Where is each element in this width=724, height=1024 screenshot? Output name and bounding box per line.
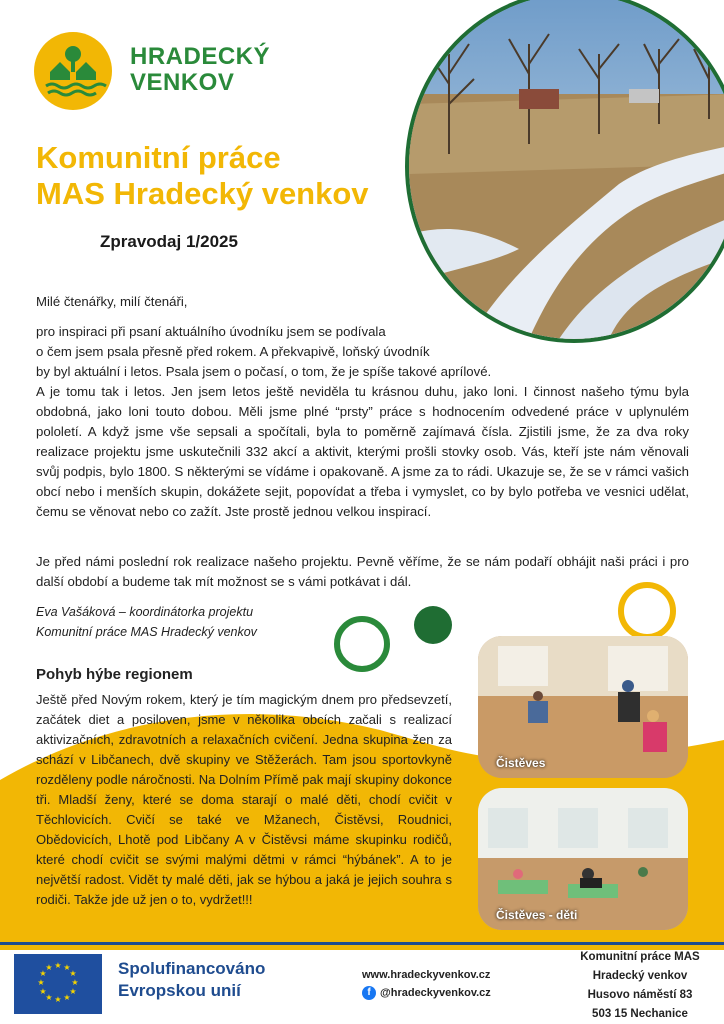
svg-text:★: ★ <box>71 978 79 987</box>
photo-caption-cisteves-deti: Čistěves - děti <box>496 908 578 922</box>
photo-cisteves <box>478 636 688 778</box>
address-line-2: Hradecký venkov <box>592 970 688 982</box>
svg-text:★: ★ <box>54 961 62 970</box>
green-ring-decoration <box>334 616 390 672</box>
issue-subtitle: Zpravodaj 1/2025 <box>100 232 238 251</box>
eu-stars-icon <box>14 954 102 1014</box>
svg-text:★: ★ <box>54 995 62 1004</box>
logo-line-2: VENKOV <box>130 69 235 96</box>
section-heading: Pohyb hýbe regionem <box>36 666 193 683</box>
yellow-ring-decoration <box>618 582 676 640</box>
logo-houses-icon <box>34 32 112 110</box>
cofunded-eu-label <box>118 958 265 1002</box>
address-line-4: 503 15 Nechanice <box>592 1008 688 1020</box>
facebook-row[interactable] <box>362 984 491 1002</box>
title-line-1: Komunitní práce <box>36 140 281 175</box>
intro-line-3: by byl aktuální i letos. Psala jsem o počasí, o tom, že je spíše takové aprílové. <box>36 364 492 379</box>
eu-flag-icon <box>14 954 102 1014</box>
closing-paragraph: Je před námi poslední rok realizace našeho projektu. Pevně věříme, že se nám podaří obhájit naši práci i pro další období a budeme tak mít možnost se s vámi potkávat i dál. <box>36 554 689 589</box>
address-line-3: Husovo náměstí 83 <box>587 989 693 1001</box>
svg-text:★: ★ <box>69 987 77 996</box>
address-line-1: Komunitní práce MAS <box>580 951 700 963</box>
section-text: Ještě před Novým rokem, který je tím magickým dnem pro předsevzetí, začátek diet a posiloven, jsme v několika obcích začali s realizací aktivizačních, zdravotních a relaxačních cvičení. Jedna skupina žen za schází v Libčanech, dvě skupiny ve Stěžerách. Tam jsou sportovkyně rozděleny podle náročnosti. Na Dolním Přímě pak mají skupiny dokonce tři. Mladší ženy, které se doma starají o malé děti, chodí cvičit v Těchlovicích. Cvičí se také ve Mžanech, Čistěvsi, Roudnici, Obědovicích, Lhotě pod Libčany A v Čistěvsi máme skupinku rodičů, které chodí cvičit se svými malými dětmi v rámci “hýbánek”. A to je největší radost. Vidět ty malé děti, jak se hýbou a jaká je jejich souhra s rodiči. Takže jde už jen o to, vydržet!!! <box>36 692 452 907</box>
signature <box>36 602 336 642</box>
signature-name: Eva Vašáková – koordinátorka projektu <box>36 605 254 619</box>
greeting: Milé čtenářky, milí čtenáři, <box>36 294 188 309</box>
photo-caption-cisteves: Čistěves <box>496 756 546 770</box>
facebook-handle: @hradeckyvenkov.cz <box>380 987 491 999</box>
facebook-icon: f <box>362 986 376 1000</box>
svg-text:★: ★ <box>69 969 77 978</box>
svg-text:★: ★ <box>39 969 47 978</box>
svg-text:★: ★ <box>45 963 53 972</box>
intro-line-2: o čem jsem psala přesně před rokem. A překvapivě, loňský úvodník <box>36 344 430 359</box>
page-title <box>36 140 369 212</box>
svg-text:★: ★ <box>45 993 53 1002</box>
svg-text:★: ★ <box>37 978 45 987</box>
svg-text:★: ★ <box>63 963 71 972</box>
address-block <box>570 948 710 1024</box>
photo-cisteves-deti <box>478 788 688 930</box>
title-line-2: MAS Hradecký venkov <box>36 176 369 211</box>
signature-org: Komunitní práce MAS Hradecký venkov <box>36 625 257 639</box>
green-dot-decoration <box>414 606 452 644</box>
cofund-line-2: Evropskou unií <box>118 981 241 1000</box>
svg-text:★: ★ <box>63 993 71 1002</box>
logo-wordmark <box>130 44 270 96</box>
contact-block <box>362 966 491 1002</box>
winter-landscape-image <box>409 0 724 339</box>
svg-text:★: ★ <box>39 987 47 996</box>
cofund-line-1: Spolufinancováno <box>118 959 266 978</box>
intro-paragraph: A je tomu tak i letos. Jen jsem letos ještě neviděla tu krásnou duhu, jako loni. I činnost našeho týmu byla obdobná, jako loni touto dobou. Měli jsme plné “prsty” práce s hodnocením odvedené práce v uplynulém pololetí. A když jsme vše sepsali a spočítali, byla to poměrně zajímavá čísla. Zjistili jsme, že za dva roky realizace projektu jsme uskutečnili 332 akcí a aktivit, kterými prošli stovky osob. Vás, kteří jste nám věnovali svůj podpis, bylo 1800. S některými se vídáme i opakovaně. A jsme za to rádi. Ukazuje se, že se v rámci vašich obcí nebo i menších skupin, dokážete sejit, popovídat a třeba i vymyslet, co by bylo potřeba ve vesnici udělat, čemu se věnovat nebo co zažít. Jste prostě jednou velkou inspirací. <box>36 384 689 519</box>
intro-line-1: pro inspiraci při psaní aktuálního úvodníku jsem se podívala <box>36 324 386 339</box>
footer-divider <box>0 942 724 945</box>
intro-first-lines <box>36 322 696 382</box>
website-link[interactable]: www.hradeckyvenkov.cz <box>362 969 491 981</box>
logo-line-1: HRADECKÝ <box>130 43 271 70</box>
logo-emblem <box>34 32 112 110</box>
